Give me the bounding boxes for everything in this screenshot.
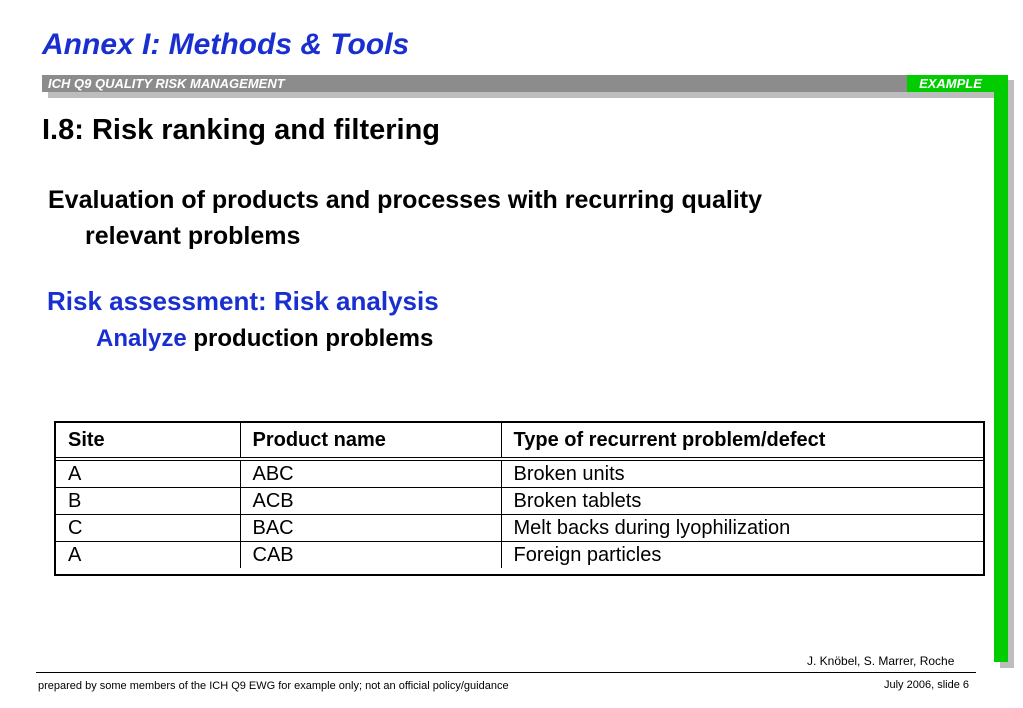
subtitle: [48, 182, 948, 254]
cell-site: A: [56, 542, 240, 569]
header-problem-type: Type of recurrent problem/defect: [513, 428, 826, 451]
cell-site: B: [56, 488, 240, 515]
analyze-rest: production problems: [186, 325, 434, 352]
side-accent-bar: [994, 75, 1008, 662]
section-heading: I.8: Risk ranking and filtering: [42, 114, 441, 146]
analyze-keyword: Analyze: [96, 325, 187, 352]
banner-text: ICH Q9 QUALITY RISK MANAGEMENT: [48, 76, 285, 91]
subtitle-line-2: relevant problems: [85, 222, 301, 250]
cell-problem: Broken tablets: [501, 488, 983, 515]
footer-disclaimer: prepared by some members of the ICH Q9 EWG for example only; not an official policy/guidance: [38, 680, 509, 692]
cell-product: CAB: [240, 542, 501, 569]
table-row: [56, 488, 983, 515]
cell-problem: Broken units: [501, 459, 983, 488]
table-header-row: [56, 423, 983, 459]
cell-site: A: [56, 459, 240, 488]
authors: J. Knöbel, S. Marrer, Roche: [807, 654, 955, 668]
header-product-name: Product name: [240, 423, 501, 459]
table-row: [56, 459, 983, 488]
cell-site: C: [56, 515, 240, 542]
table-row: [56, 542, 983, 569]
slide-title: Annex I: Methods & Tools: [42, 28, 410, 61]
subtitle-line-1: Evaluation of products and processes with recurring quality: [48, 186, 763, 214]
example-tag: EXAMPLE: [907, 75, 994, 92]
footer-slide-info: July 2006, slide 6: [884, 679, 969, 691]
cell-product: ABC: [240, 459, 501, 488]
header-site: Site: [56, 423, 240, 459]
risk-heading: Risk assessment: Risk analysis: [47, 286, 439, 316]
cell-product: BAC: [240, 515, 501, 542]
analyze-heading: [96, 325, 433, 353]
cell-product: ACB: [240, 488, 501, 515]
cell-problem: Melt backs during lyophilization: [501, 515, 983, 542]
footer-divider: [36, 672, 976, 673]
table-row: [56, 515, 983, 542]
problems-table: [54, 421, 985, 576]
cell-problem: Foreign particles: [513, 543, 662, 566]
